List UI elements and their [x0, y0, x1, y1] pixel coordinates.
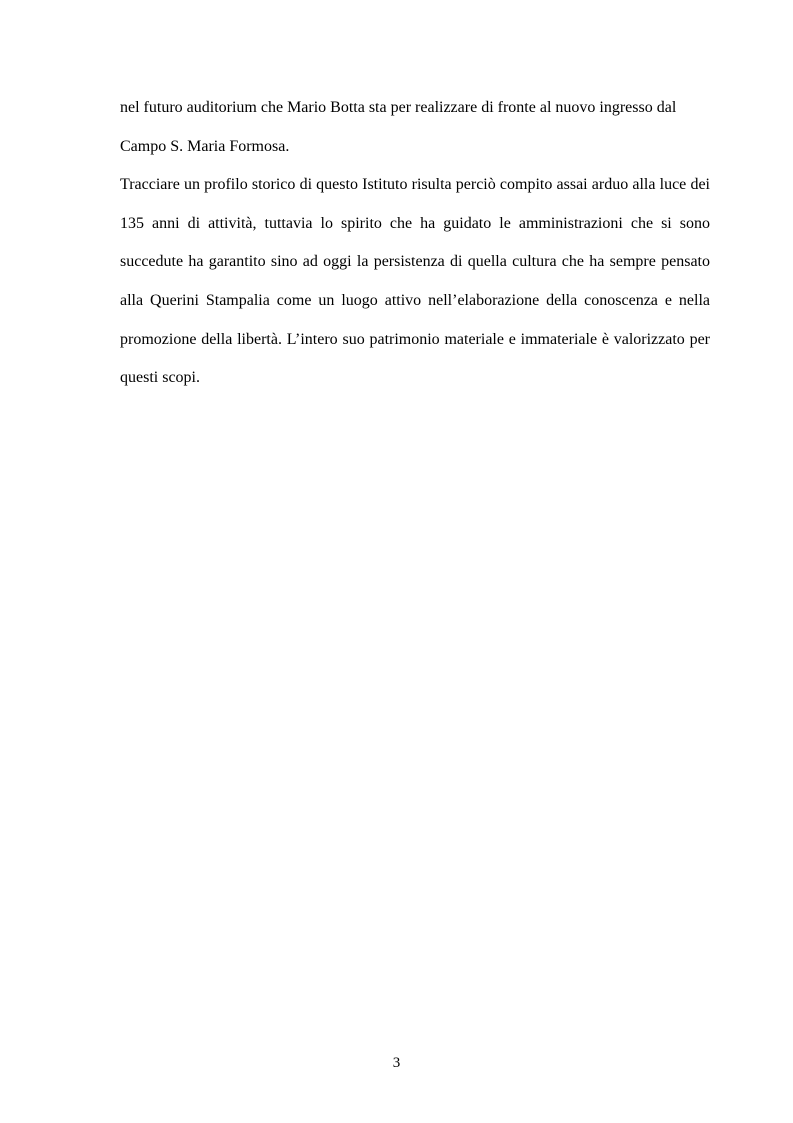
paragraph-continuation: nel futuro auditorium che Mario Botta sta per realizzare di fronte al nuovo ingresso dal Campo S. Maria Formosa.: [120, 99, 677, 155]
paragraph: Tracciare un profilo storico di questo Istituto risulta perciò compito assai arduo alla luce dei 135 anni di attività, tuttavia lo spirito che ha guidato le amministrazioni che si sono succedute ha garantito sino ad oggi la persistenza di quella cultura che ha sempre pensato alla Querini Stampalia come un luogo attivo nell’elaborazione della conoscenza e nella promozione della libertà. L’intero suo patrimonio materiale e immateriale è valorizzato per questi scopi.: [120, 176, 710, 387]
body-text: [120, 89, 710, 398]
page-number: 3: [392, 1055, 401, 1071]
